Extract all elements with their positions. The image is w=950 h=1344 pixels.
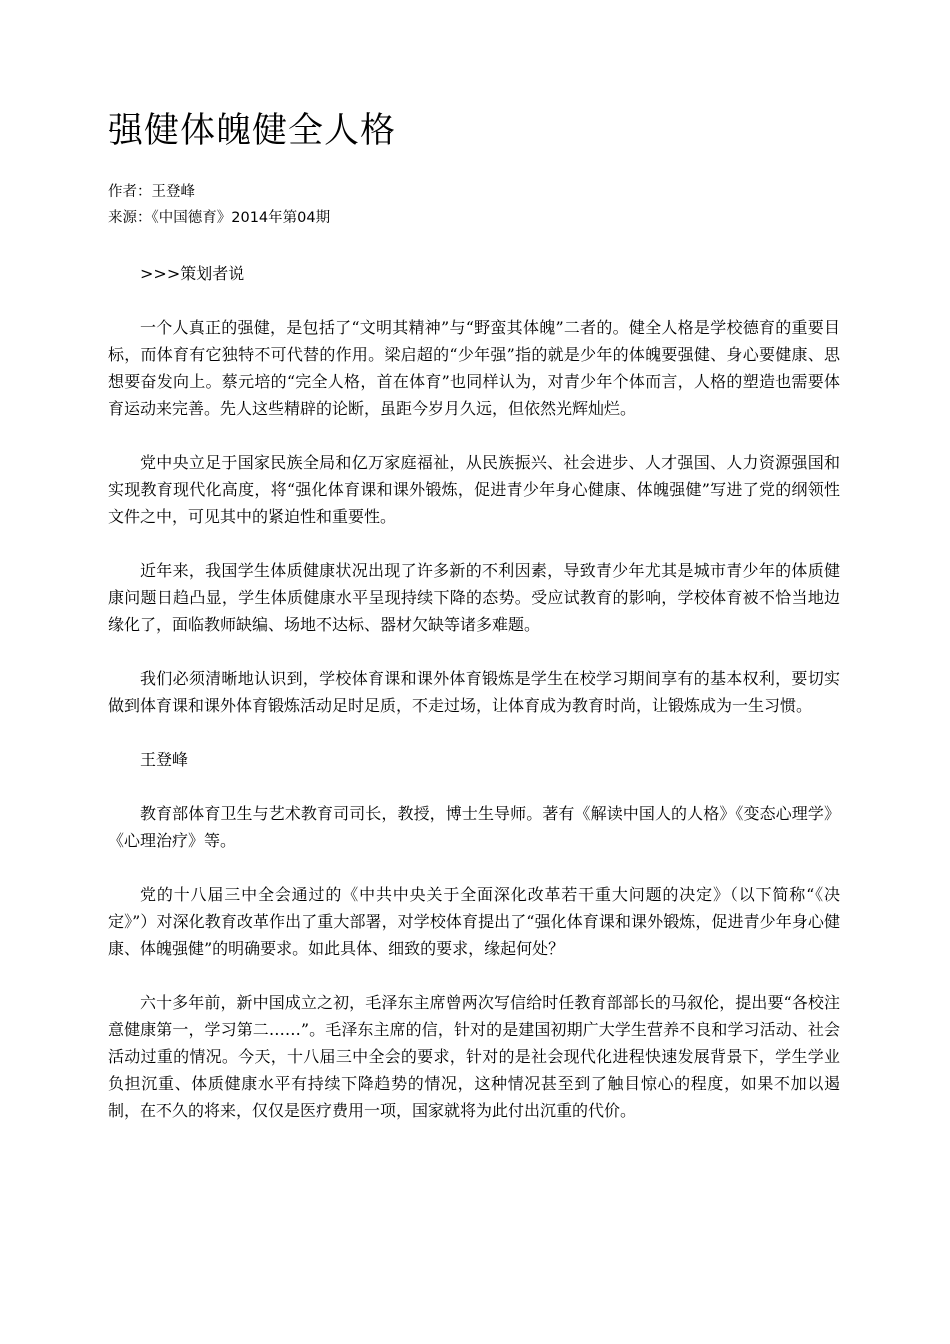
source-line: 来源：《中国德育》2014年第04期 [108, 210, 331, 226]
article-meta [108, 179, 840, 231]
body-paragraph: 党中央立足于国家民族全局和亿万家庭福祉，从民族振兴、社会进步、人才强国、人力资源强国和实现教育现代化高度，将“强化体育课和课外锻炼，促进青少年身心健康、体魄强健”写进了党的纲领性文件之中，可见其中的紧迫性和重要性。 [108, 453, 840, 526]
author-line: 作者：王登峰 [108, 184, 195, 200]
document-page [108, 110, 840, 1151]
section-heading: >>>策划者说 [140, 264, 245, 283]
article-title: 强健体魄健全人格 [108, 111, 397, 151]
body-paragraph: 六十多年前，新中国成立之初，毛泽东主席曾两次写信给时任教育部部长的马叙伦，提出要“各校注意健康第一，学习第二……”。毛泽东主席的信，针对的是建国初期广大学生营养不良和学习活动、社会活动过重的情况。今天，十八届三中全会的要求，针对的是社会现代化进程快速发展背景下，学生学业负担沉重、体质健康水平有持续下降趋势的情况，这种情况甚至到了触目惊心的程度，如果不加以遏制，在不久的将来，仅仅是医疗费用一项，国家就将为此付出沉重的代价。 [108, 993, 840, 1120]
article-body [108, 260, 840, 1124]
body-paragraph: 一个人真正的强健，是包括了“文明其精神”与“野蛮其体魄”二者的。健全人格是学校德育的重要目标，而体育有它独特不可代替的作用。梁启超的“少年强”指的就是少年的体魄要强健、身心要健康、思想要奋发向上。蔡元培的“完全人格，首在体育”也同样认为，对青少年个体而言，人格的塑造也需要体育运动来完善。先人这些精辟的论断，虽距今岁月久远，但依然光辉灿烂。 [108, 318, 840, 418]
body-paragraph: 党的十八届三中全会通过的《中共中央关于全面深化改革若干重大问题的决定》（以下简称“《决定》”）对深化教育改革作出了重大部署，对学校体育提出了“强化体育课和课外锻炼，促进青少年身心健康、体魄强健”的明确要求。如此具体、细致的要求，缘起何处？ [108, 885, 840, 958]
author-bio: 教育部体育卫生与艺术教育司司长，教授，博士生导师。著有《解读中国人的人格》《变态心理学》《心理治疗》等。 [108, 804, 840, 850]
body-paragraph: 我们必须清晰地认识到，学校体育课和课外体育锻炼是学生在校学习期间享有的基本权利，要切实做到体育课和课外体育锻炼活动足时足质，不走过场，让体育成为教育时尚，让锻炼成为一生习惯。 [108, 669, 840, 715]
author-name-heading: 王登峰 [140, 750, 189, 769]
body-paragraph: 近年来，我国学生体质健康状况出现了许多新的不利因素，导致青少年尤其是城市青少年的体质健康问题日趋凸显，学生体质健康水平呈现持续下降的态势。受应试教育的影响，学校体育被不恰当地边缘化了，面临教师缺编、场地不达标、器材欠缺等诸多难题。 [108, 561, 840, 634]
